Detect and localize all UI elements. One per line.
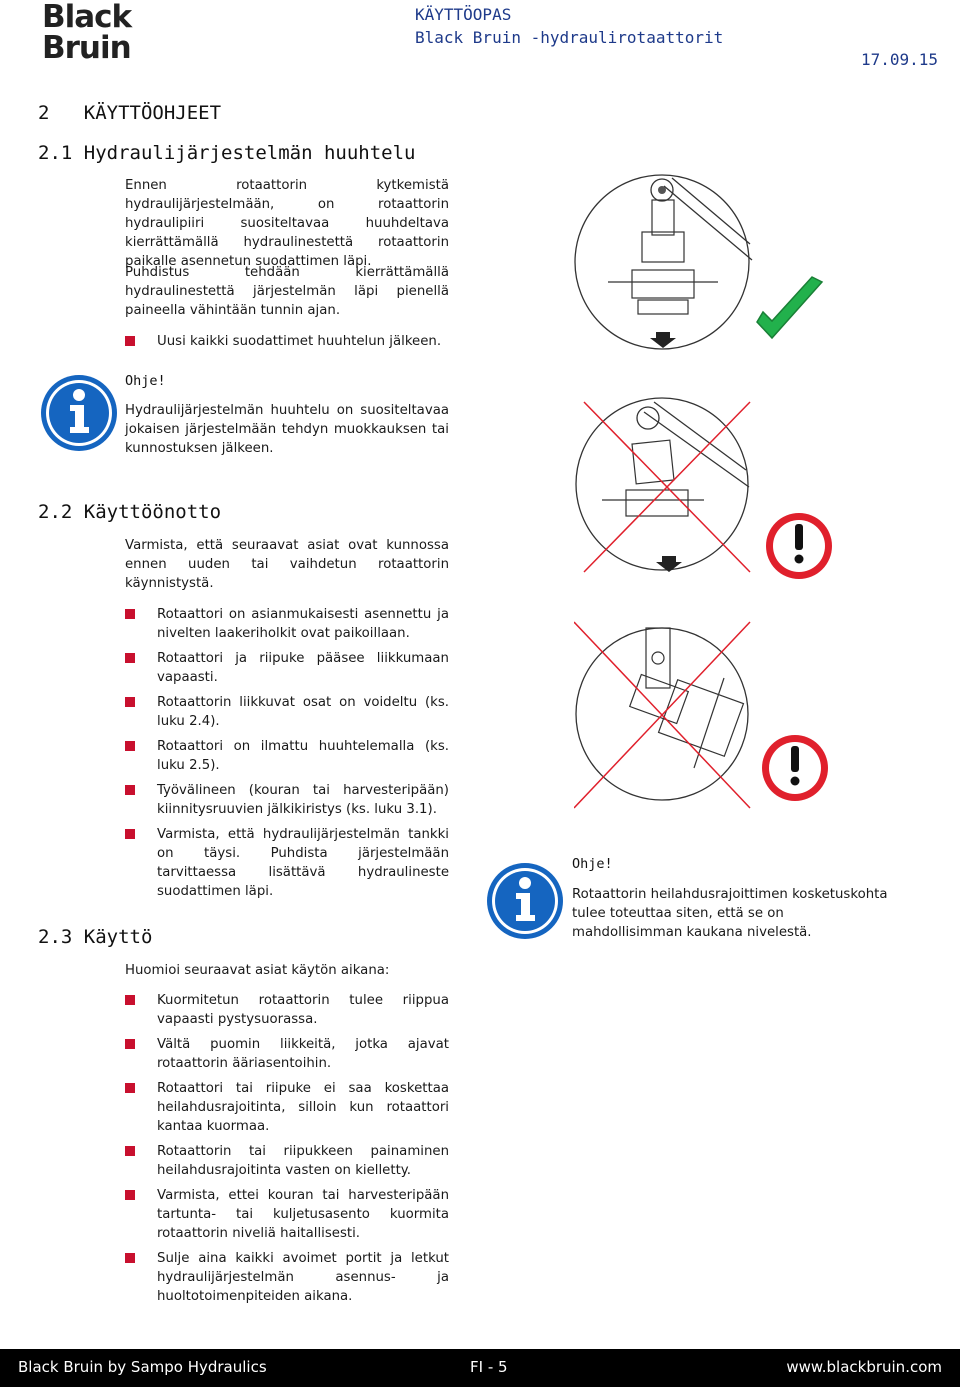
list-item: Uusi kaikki suodattimet huuhtelun jälkeen. (125, 332, 449, 351)
list-item: Rotaattorin tai riipukkeen painaminen heilahdusrajoitinta vasten on kielletty. (125, 1142, 449, 1180)
section-2-1-title: 2.1 Hydraulijärjestelmän huuhtelu (38, 142, 416, 164)
rotator-incorrect-illustration-2 (574, 618, 838, 814)
list-item: Rotaattori on asianmukaisesti asennettu ja nivelten laakeriholkit ovat paikoillaan. (125, 605, 449, 643)
list-item: Varmista, ettei kouran tai harvesteripään tartunta- tai kuljetusasento kuormita rotaattorin niveliä haitallisesti. (125, 1186, 449, 1243)
s22-note-text: Rotaattorin heilahdusrajoittimen kosketuskohta tulee toteuttaa siten, että se on mahdollisimman kaukana nivelestä. (572, 887, 888, 940)
list-item: Rotaattori ja riipuke pääsee liikkumaan vapaasti. (125, 649, 449, 687)
rotator-incorrect-illustration-1 (574, 392, 838, 582)
note-label: Ohje! (572, 856, 613, 872)
s23-bullet-list (125, 991, 449, 1312)
s21-bullet-list (125, 332, 449, 357)
footer-website-link[interactable]: www.blackbruin.com (786, 1358, 942, 1376)
section-title: 2 KÄYTTÖOHJEET (38, 102, 222, 124)
info-icon (486, 862, 564, 940)
list-item: Varmista, että hydraulijärjestelmän tankki on täysi. Puhdista järjestelmään tarvittaessa lisättävä hydraulineste suodattimen läpi. (125, 825, 449, 901)
s22-intro: Varmista, että seuraavat asiat ovat kunnossa ennen uuden tai vaihdetun rotaattorin käynnistystä. (125, 538, 449, 591)
page-footer (0, 1349, 960, 1387)
list-item: Kuormitetun rotaattorin tulee riippua vapaasti pystysuorassa. (125, 991, 449, 1029)
brand-logo (42, 2, 152, 64)
list-item: Rotaattorin liikkuvat osat on voideltu (ks. luku 2.4). (125, 693, 449, 731)
s21-paragraph-2: Puhdistus tehdään kierrättämällä hydraulinestettä järjestelmän läpi pienellä paineella vähintään tunnin ajan. (125, 265, 449, 318)
s21-note-text: Hydraulijärjestelmän huuhtelu on suositeltavaa jokaisen järjestelmään tehdyn muokkauksen tai kunnostuksen jälkeen. (125, 403, 449, 456)
logo-line-2: Bruin (42, 30, 131, 66)
s21-paragraph-1: Ennen rotaattorin kytkemistä hydraulijärjestelmään, on rotaattorin hydraulipiiri suositeltavaa huuhdeltava kierrättämällä hydraulinestettä rotaattorin paikalle asennetun suodattimen läpi. (125, 178, 449, 269)
s22-bullet-list (125, 605, 449, 907)
section-2-3-title: 2.3 Käyttö (38, 926, 153, 948)
doc-type: KÄYTTÖOPAS (415, 5, 512, 24)
doc-date: 17.09.15 (860, 50, 938, 69)
section-2-2-title: 2.2 Käyttöönotto (38, 501, 222, 523)
list-item: Rotaattori on ilmattu huuhtelemalla (ks. luku 2.5). (125, 737, 449, 775)
list-item: Työvälineen (kouran tai harvesteripään) kiinnitysruuvien jälkikiristys (ks. luku 3.1). (125, 781, 449, 819)
s23-intro: Huomioi seuraavat asiat käytön aikana: (125, 963, 390, 978)
footer-company: Black Bruin by Sampo Hydraulics (18, 1358, 267, 1376)
list-item: Sulje aina kaikki avoimet portit ja letkut hydraulijärjestelmän asennus- ja huoltotoimenpiteiden aikana. (125, 1249, 449, 1306)
doc-title: Black Bruin -hydraulirotaattorit (415, 28, 724, 47)
info-icon (40, 374, 118, 452)
page-number: FI - 5 (470, 1358, 508, 1376)
note-label: Ohje! (125, 373, 166, 389)
logo-line-1: Black (42, 0, 132, 35)
rotator-correct-illustration (572, 172, 834, 356)
list-item: Vältä puomin liikkeitä, jotka ajavat rotaattorin ääriasentoihin. (125, 1035, 449, 1073)
list-item: Rotaattori tai riipuke ei saa koskettaa heilahdusrajoitinta, silloin kun rotaattori kantaa kuormaa. (125, 1079, 449, 1136)
